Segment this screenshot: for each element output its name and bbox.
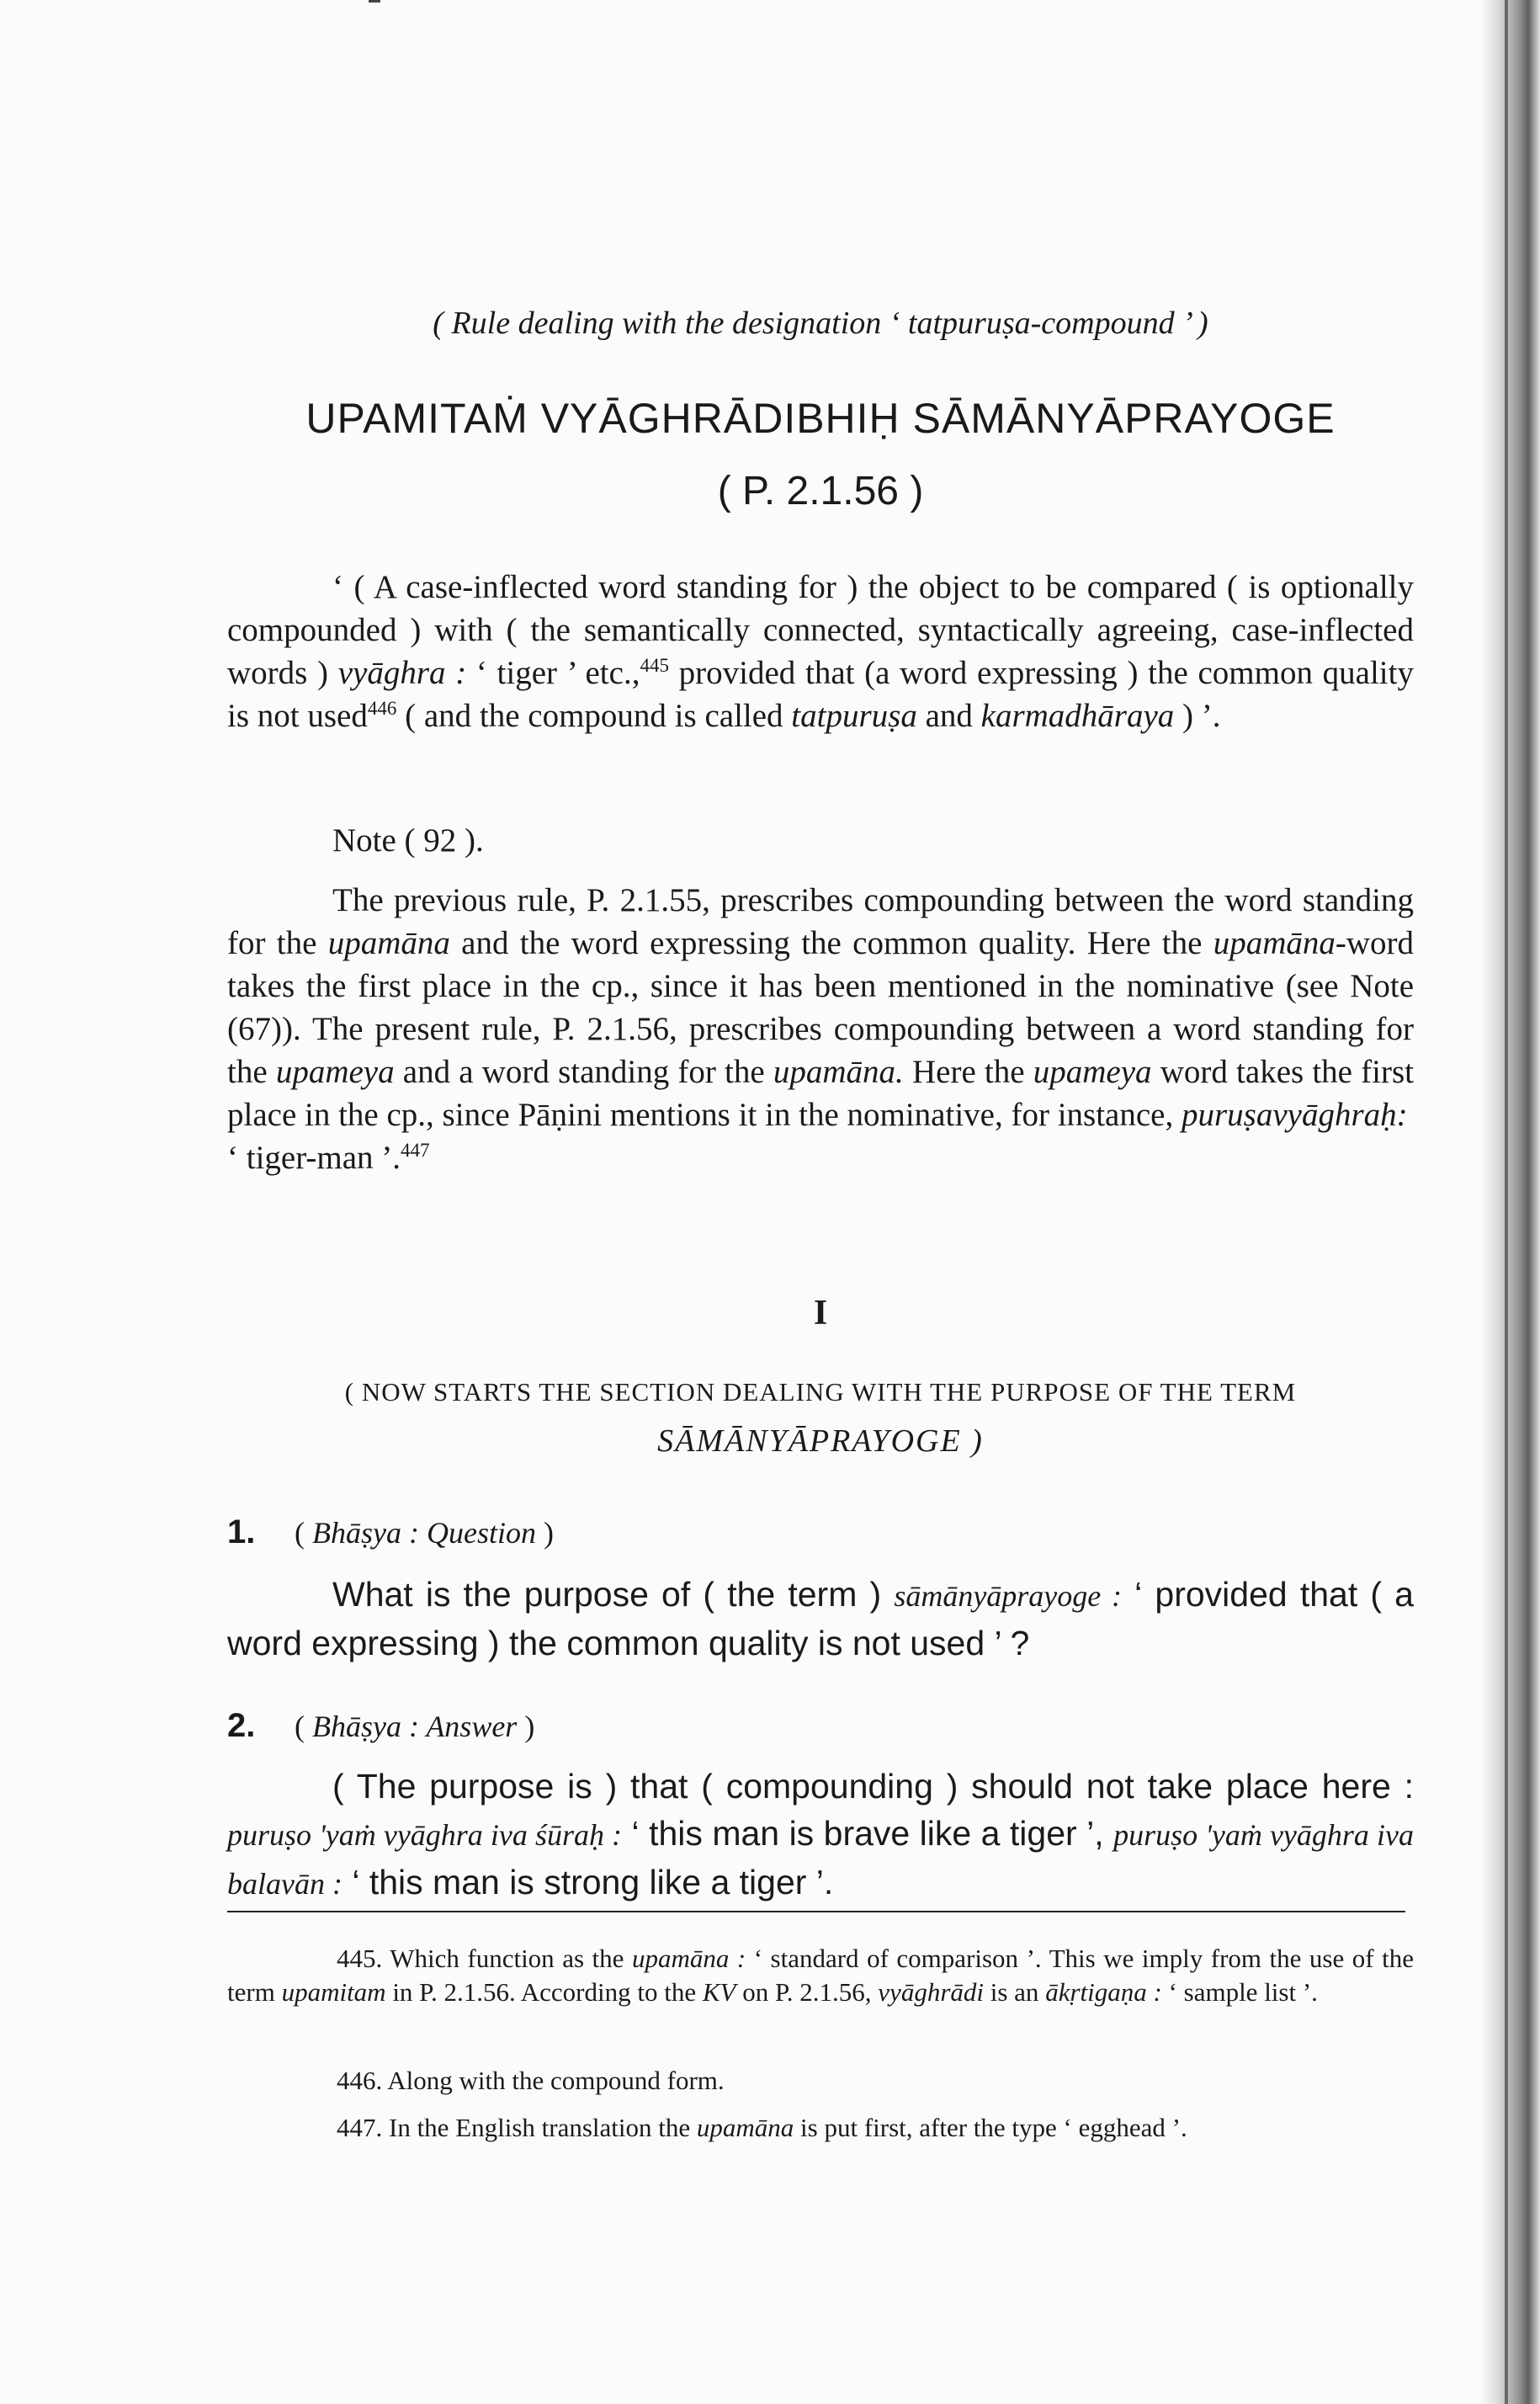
- item-2-heading: 2. ( Bhāṣya : Answer ): [227, 1707, 535, 1744]
- footnote-445: 445. Which function as the upamāna : ‘ standard of comparison ’. This we imply from the use of the term upamitam in P. 2.1.56. According to the KV on P. 2.1.56, vyāghrādi is an ākṛtigaṇa : ‘ sample list ’.: [227, 1944, 1414, 2007]
- footnote-ref-447[interactable]: 447: [401, 1140, 430, 1161]
- item-2-body: ( The purpose is ) that ( compounding ) should not take place here : puruṣo 'yaṁ vyāghra iva śūraḥ : ‘ this man is brave like a tiger ’, puruṣo 'yaṁ vyāghra iva balavān : ‘ this man is strong like a tiger ’.: [227, 1767, 1414, 1901]
- footnote-ref-445[interactable]: 445: [640, 655, 669, 676]
- item-1-body: What is the purpose of ( the term ) sāmānyāprayoge : ‘ provided that ( a word expressing ) the common quality is not used ’ ?: [227, 1575, 1414, 1662]
- footnote-ref-446[interactable]: 446: [367, 698, 397, 719]
- footnote-divider: [227, 1911, 1405, 1912]
- rule-heading-note: ( Rule dealing with the designation ‘ tatpuruṣa-compound ’ ): [433, 306, 1208, 341]
- note-paragraph: The previous rule, P. 2.1.55, prescribes compounding between the word standing for the upamāna and the word expressing the common quality. Here the upamāna-word takes the first place in the cp., since it has been mentioned in the nominative (see Note (67)). The present rule, P. 2.1.56, prescribes compounding between a word standing for the upameya and a word standing for the upamāna. Here the upameya word takes the first place in the cp., since Pāṇini mentions it in the nominative, for instance, puruṣavyāghraḥ: ‘ tiger-man ’.$^{447}$: [227, 882, 1415, 1176]
- footnote-447: 447. In the English translation the upamāna is put first, after the type ‘ egghead ’.: [337, 2113, 1187, 2142]
- item-1-heading: 1. ( Bhāṣya : Question ): [227, 1513, 554, 1550]
- note-label: Note ( 92 ).: [332, 822, 484, 859]
- section-term: SĀMĀNYĀPRAYOGE ): [657, 1423, 984, 1459]
- sutra-reference: ( P. 2.1.56 ): [717, 469, 924, 513]
- document-page: [227, 0, 1414, 2404]
- sutra-title: UPAMITAṀ VYĀGHRĀDIBHIḤ SĀMĀNYĀPRAYOGE: [305, 395, 1336, 442]
- section-title: ( NOW STARTS THE SECTION DEALING WITH THE PURPOSE OF THE TERM: [344, 1377, 1297, 1407]
- page-binding-line: [1505, 0, 1508, 2404]
- footnote-446: 446. Along with the compound form.: [337, 2066, 725, 2095]
- page-binding-edge: [1481, 0, 1540, 2404]
- translation-paragraph: ‘ ( A case-inflected word standing for ) the object to be compared ( is optionally compounded ) with ( the semantically connected, syntactically agreeing, case-inflected words ) vyāghra : ‘ tiger ’ etc.,$^{445}$ provided that (a word expressing ) the common quality is not used$^{446}$ ( and the compound is called tatpuruṣa and karmadhāraya ) ’.: [227, 569, 1414, 734]
- section-numeral: I: [813, 1294, 828, 1332]
